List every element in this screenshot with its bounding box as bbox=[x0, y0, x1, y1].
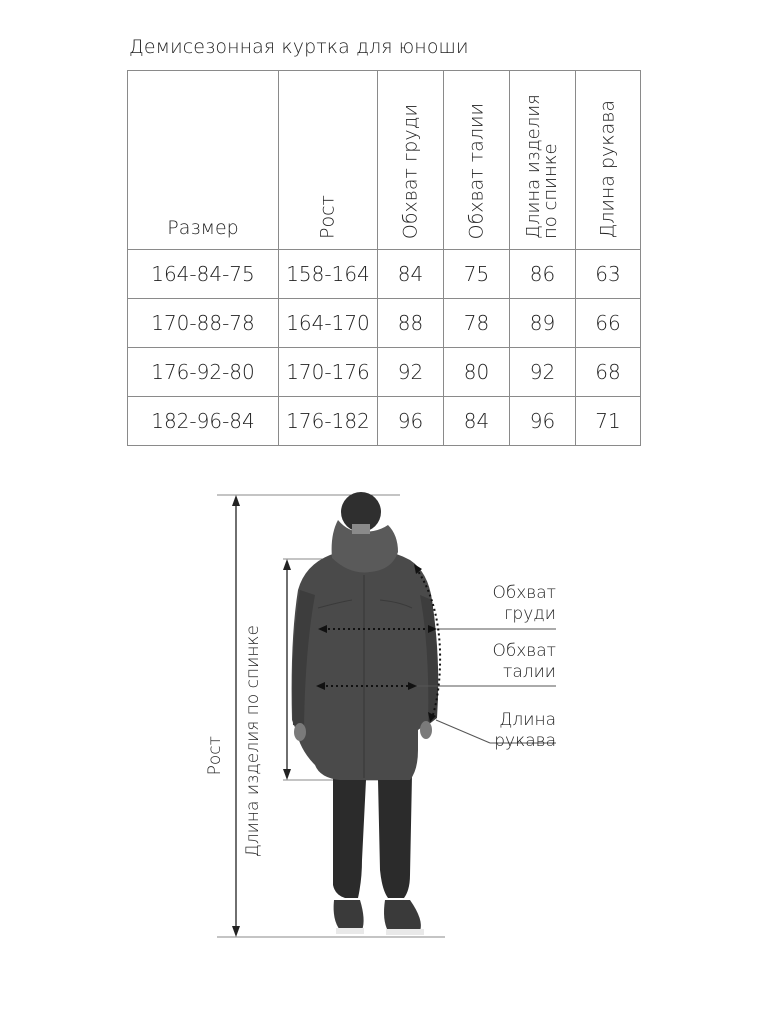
table-cell: 92 bbox=[510, 348, 576, 397]
table-cell: 63 bbox=[576, 250, 641, 299]
header-size: Размер bbox=[128, 71, 279, 250]
table-cell: 176-92-80 bbox=[128, 348, 279, 397]
table-cell: 96 bbox=[378, 397, 444, 446]
table-cell: 182-96-84 bbox=[128, 397, 279, 446]
table-cell: 84 bbox=[444, 397, 510, 446]
sleeve-length-label: Длина рукава bbox=[494, 710, 556, 751]
back-length-arrow bbox=[283, 559, 291, 780]
back-length-label: Длина изделия по спинке bbox=[243, 625, 263, 858]
table-cell: 164-84-75 bbox=[128, 250, 279, 299]
header-height: Рост bbox=[279, 71, 378, 250]
table-cell: 158-164 bbox=[279, 250, 378, 299]
header-sleeve-length: Длина рукава bbox=[576, 71, 641, 250]
chest-label: Обхват груди bbox=[492, 583, 556, 624]
table-cell: 88 bbox=[378, 299, 444, 348]
table-row bbox=[128, 299, 641, 348]
table-row bbox=[128, 348, 641, 397]
table-cell: 164-170 bbox=[279, 299, 378, 348]
page-title: Демисезонная куртка для юноши bbox=[129, 36, 469, 58]
size-table bbox=[127, 70, 641, 446]
table-cell: 176-182 bbox=[279, 397, 378, 446]
table-cell: 71 bbox=[576, 397, 641, 446]
table-header-row bbox=[128, 71, 641, 250]
header-back-length: Длина изделия по спинке bbox=[510, 71, 576, 250]
waist-label: Обхват талии bbox=[492, 641, 556, 682]
person-silhouette bbox=[292, 492, 439, 935]
height-arrow bbox=[232, 495, 240, 937]
table-cell: 89 bbox=[510, 299, 576, 348]
table-cell: 84 bbox=[378, 250, 444, 299]
table-cell: 170-176 bbox=[279, 348, 378, 397]
table-cell: 80 bbox=[444, 348, 510, 397]
table-cell: 66 bbox=[576, 299, 641, 348]
table-cell: 78 bbox=[444, 299, 510, 348]
figure-drawing bbox=[0, 480, 767, 960]
header-chest: Обхват груди bbox=[378, 71, 444, 250]
header-waist: Обхват талии bbox=[444, 71, 510, 250]
table-cell: 68 bbox=[576, 348, 641, 397]
table-row bbox=[128, 397, 641, 446]
table-cell: 86 bbox=[510, 250, 576, 299]
table-row bbox=[128, 250, 641, 299]
height-label: Рост bbox=[205, 736, 225, 776]
measurement-figure bbox=[0, 480, 767, 960]
table-cell: 96 bbox=[510, 397, 576, 446]
table-cell: 92 bbox=[378, 348, 444, 397]
table-cell: 170-88-78 bbox=[128, 299, 279, 348]
table-cell: 75 bbox=[444, 250, 510, 299]
